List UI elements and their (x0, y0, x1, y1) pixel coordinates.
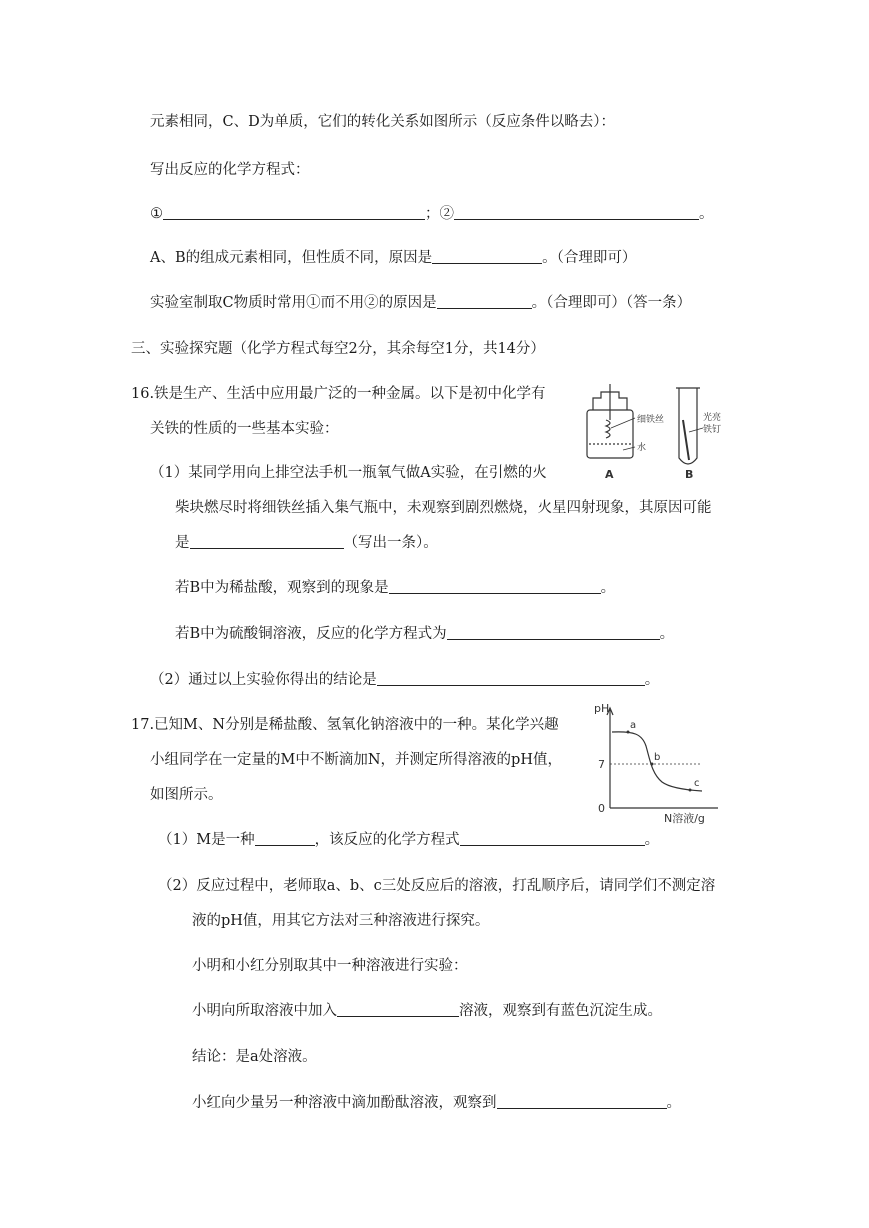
q17-line-2: 小组同学在一定量的M中不断滴加N，并测定所得溶液的pH值， (150, 752, 562, 768)
answer-blank-2[interactable] (454, 205, 699, 220)
q16-line-1: 16.铁是生产、生活中应用最广泛的一种金属。以下是初中化学有 (131, 386, 546, 402)
point-c (689, 789, 692, 792)
q16-line-3: （1）某同学用向上排空法手机一瓶氧气做A实验，在引燃的火 (150, 465, 547, 481)
q17-line-7: 小明和小红分别取其中一种溶液进行实验： (192, 958, 468, 974)
label-c: c (694, 778, 700, 789)
origin-label: 0 (598, 802, 605, 815)
q15-line-2: 写出反应的化学方程式： (150, 162, 310, 178)
answer-blank-8[interactable] (377, 671, 645, 686)
answer-blank-10[interactable] (460, 831, 645, 846)
x-axis-label: N溶液/g (664, 812, 705, 825)
answer-blank-3[interactable] (432, 249, 542, 264)
q15-line-3: ① ；② 。 (150, 206, 714, 222)
q15-line-1: 元素相同，C、D为单质，它们的转化关系如图所示（反应条件以略去）： (150, 114, 615, 130)
label-nail-2: 铁钉 (703, 425, 722, 435)
ph-curve-graph (590, 698, 730, 826)
q17-line-3: 如图所示。 (150, 787, 223, 803)
ph-axis-label: pH (594, 702, 610, 715)
test-tube-b (676, 388, 703, 464)
ph-7-label: 7 (598, 758, 605, 771)
answer-blank-6[interactable] (389, 579, 601, 594)
answer-blank-5[interactable] (190, 534, 344, 549)
gas-jar-a (587, 384, 635, 458)
q16-line-6: 若B中为稀盐酸，观察到的现象是 。 (175, 580, 616, 596)
answer-blank-12[interactable] (497, 1094, 667, 1109)
caption-a: A (605, 468, 614, 481)
answer-blank-1[interactable] (163, 205, 425, 220)
label-wire: 细铁丝 (637, 415, 665, 425)
q17-line-5: （2）反应过程中，老师取a、b、c三处反应后的溶液，打乱顺序后，请同学们不测定溶 (158, 878, 716, 894)
q16-line-7: 若B中为硫酸铜溶液，反应的化学方程式为 。 (175, 626, 675, 642)
q17-line-10: 小红向少量另一种溶液中滴加酚酞溶液，观察到 。 (192, 1095, 681, 1111)
label-b: b (654, 752, 661, 763)
q17-line-4: （1）M是一种 ，该反应的化学方程式 。 (158, 832, 660, 848)
answer-blank-11[interactable] (337, 1002, 459, 1017)
q17-line-6: 液的pH值，用其它方法对三种溶液进行探究。 (192, 913, 490, 929)
label-water: 水 (637, 443, 647, 453)
q17-line-8: 小明向所取溶液中加入 溶液，观察到有蓝色沉淀生成。 (192, 1003, 662, 1019)
section-3-heading: 三、实验探究题（化学方程式每空2分，其余每空1分，共14分） (131, 341, 545, 357)
q17-line-1: 17.已知M、N分别是稀盐酸、氢氧化钠溶液中的一种。某化学兴趣 (131, 717, 559, 733)
answer-blank-4[interactable] (437, 294, 532, 309)
answer-blank-7[interactable] (447, 625, 660, 640)
label-a: a (630, 720, 637, 731)
iron-experiment-figure (575, 380, 735, 490)
q16-line-2: 关铁的性质的一些基本实验： (150, 421, 339, 437)
caption-b: B (685, 468, 694, 481)
q16-line-8: （2）通过以上实验你得出的结论是 。 (150, 672, 660, 688)
q15-line-4: A、B的组成元素相同，但性质不同，原因是 。（合理即可） (150, 250, 637, 266)
label-nail-1: 光亮 (703, 413, 722, 423)
q16-line-4: 柴块燃尽时将细铁丝插入集气瓶中，未观察到剧烈燃烧，火星四射现象，其原因可能 (175, 500, 712, 516)
q15-line-5: 实验室制取C物质时常用①而不用②的原因是 。（合理即可）（答一条） (150, 295, 692, 311)
q17-line-9: 结论：是a处溶液。 (192, 1049, 317, 1065)
q16-line-5: 是 （写出一条）。 (175, 535, 438, 551)
answer-blank-9[interactable] (255, 831, 315, 846)
